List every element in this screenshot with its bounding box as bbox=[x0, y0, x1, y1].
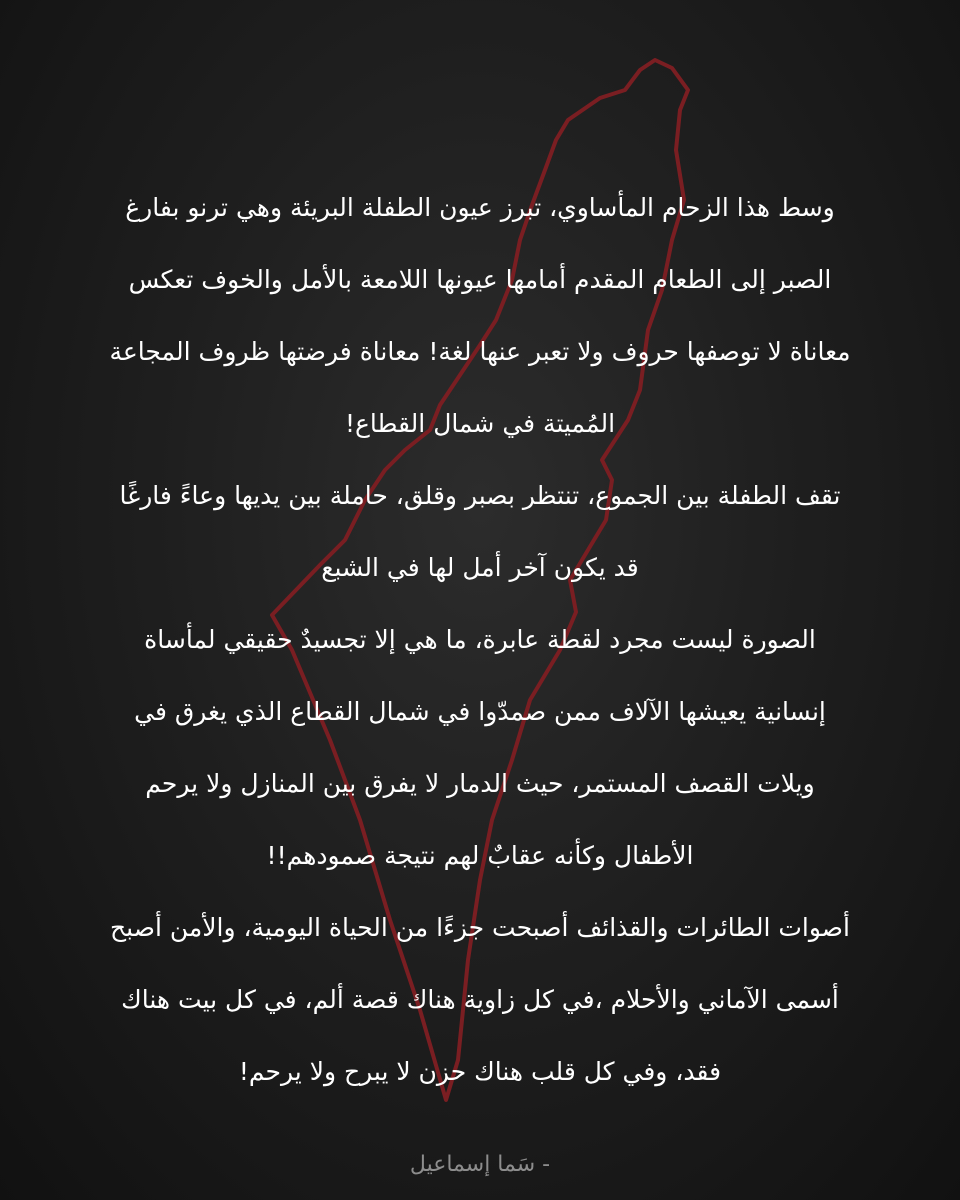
text-line: معاناة لا توصفها حروف ولا تعبر عنها لغة! معاناة فرضتها ظروف المجاعة bbox=[109, 337, 851, 366]
text-line: المُميتة في شمال القطاع! bbox=[344, 409, 616, 438]
text-line: الصبر إلى الطعام المقدم أمامها عيونها اللامعة بالأمل والخوف تعكس bbox=[128, 265, 832, 294]
text-line: وسط هذا الزحام المأساوي، تبرز عيون الطفلة البريئة وهي ترنو بفارغ bbox=[125, 193, 835, 222]
text-line: ويلات القصف المستمر، حيث الدمار لا يفرق بين المنازل ولا يرحم bbox=[145, 769, 815, 798]
text-line: أسمى الآماني والأحلام ،في كل زاوية هناك قصة ألم، في كل بيت هناك bbox=[121, 985, 839, 1014]
text-line: الأطفال وكأنه عقابٌ لهم نتيجة صمودهم!! bbox=[266, 841, 694, 870]
text-line: الصورة ليست مجرد لقطة عابرة، ما هي إلا تجسيدٌ حقيقي لمأساة bbox=[144, 625, 816, 654]
paragraph-tragedy bbox=[20, 604, 940, 892]
paragraph-waiting bbox=[20, 460, 940, 604]
author-signature: - سَما إسماعيل bbox=[409, 1152, 551, 1177]
text-line: أصوات الطائرات والقذائف أصبحت جزءًا من الحياة اليومية، والأمن أصبح bbox=[110, 913, 850, 942]
paragraph-daily-life bbox=[20, 892, 940, 1108]
text-line: تقف الطفلة بين الجموع، تنتظر بصبر وقلق، حاملة بين يديها وعاءً فارغًا bbox=[119, 481, 841, 510]
text-line: فقد، وفي كل قلب هناك حزن لا يبرح ولا يرحم! bbox=[238, 1057, 722, 1086]
text-line: قد يكون آخر أمل لها في الشبع bbox=[321, 553, 639, 582]
paragraph-hunger bbox=[20, 172, 940, 460]
text-line: إنسانية يعيشها الآلاف ممن صمدّوا في شمال القطاع الذي يغرق في bbox=[134, 697, 826, 726]
post-text bbox=[20, 172, 940, 1108]
